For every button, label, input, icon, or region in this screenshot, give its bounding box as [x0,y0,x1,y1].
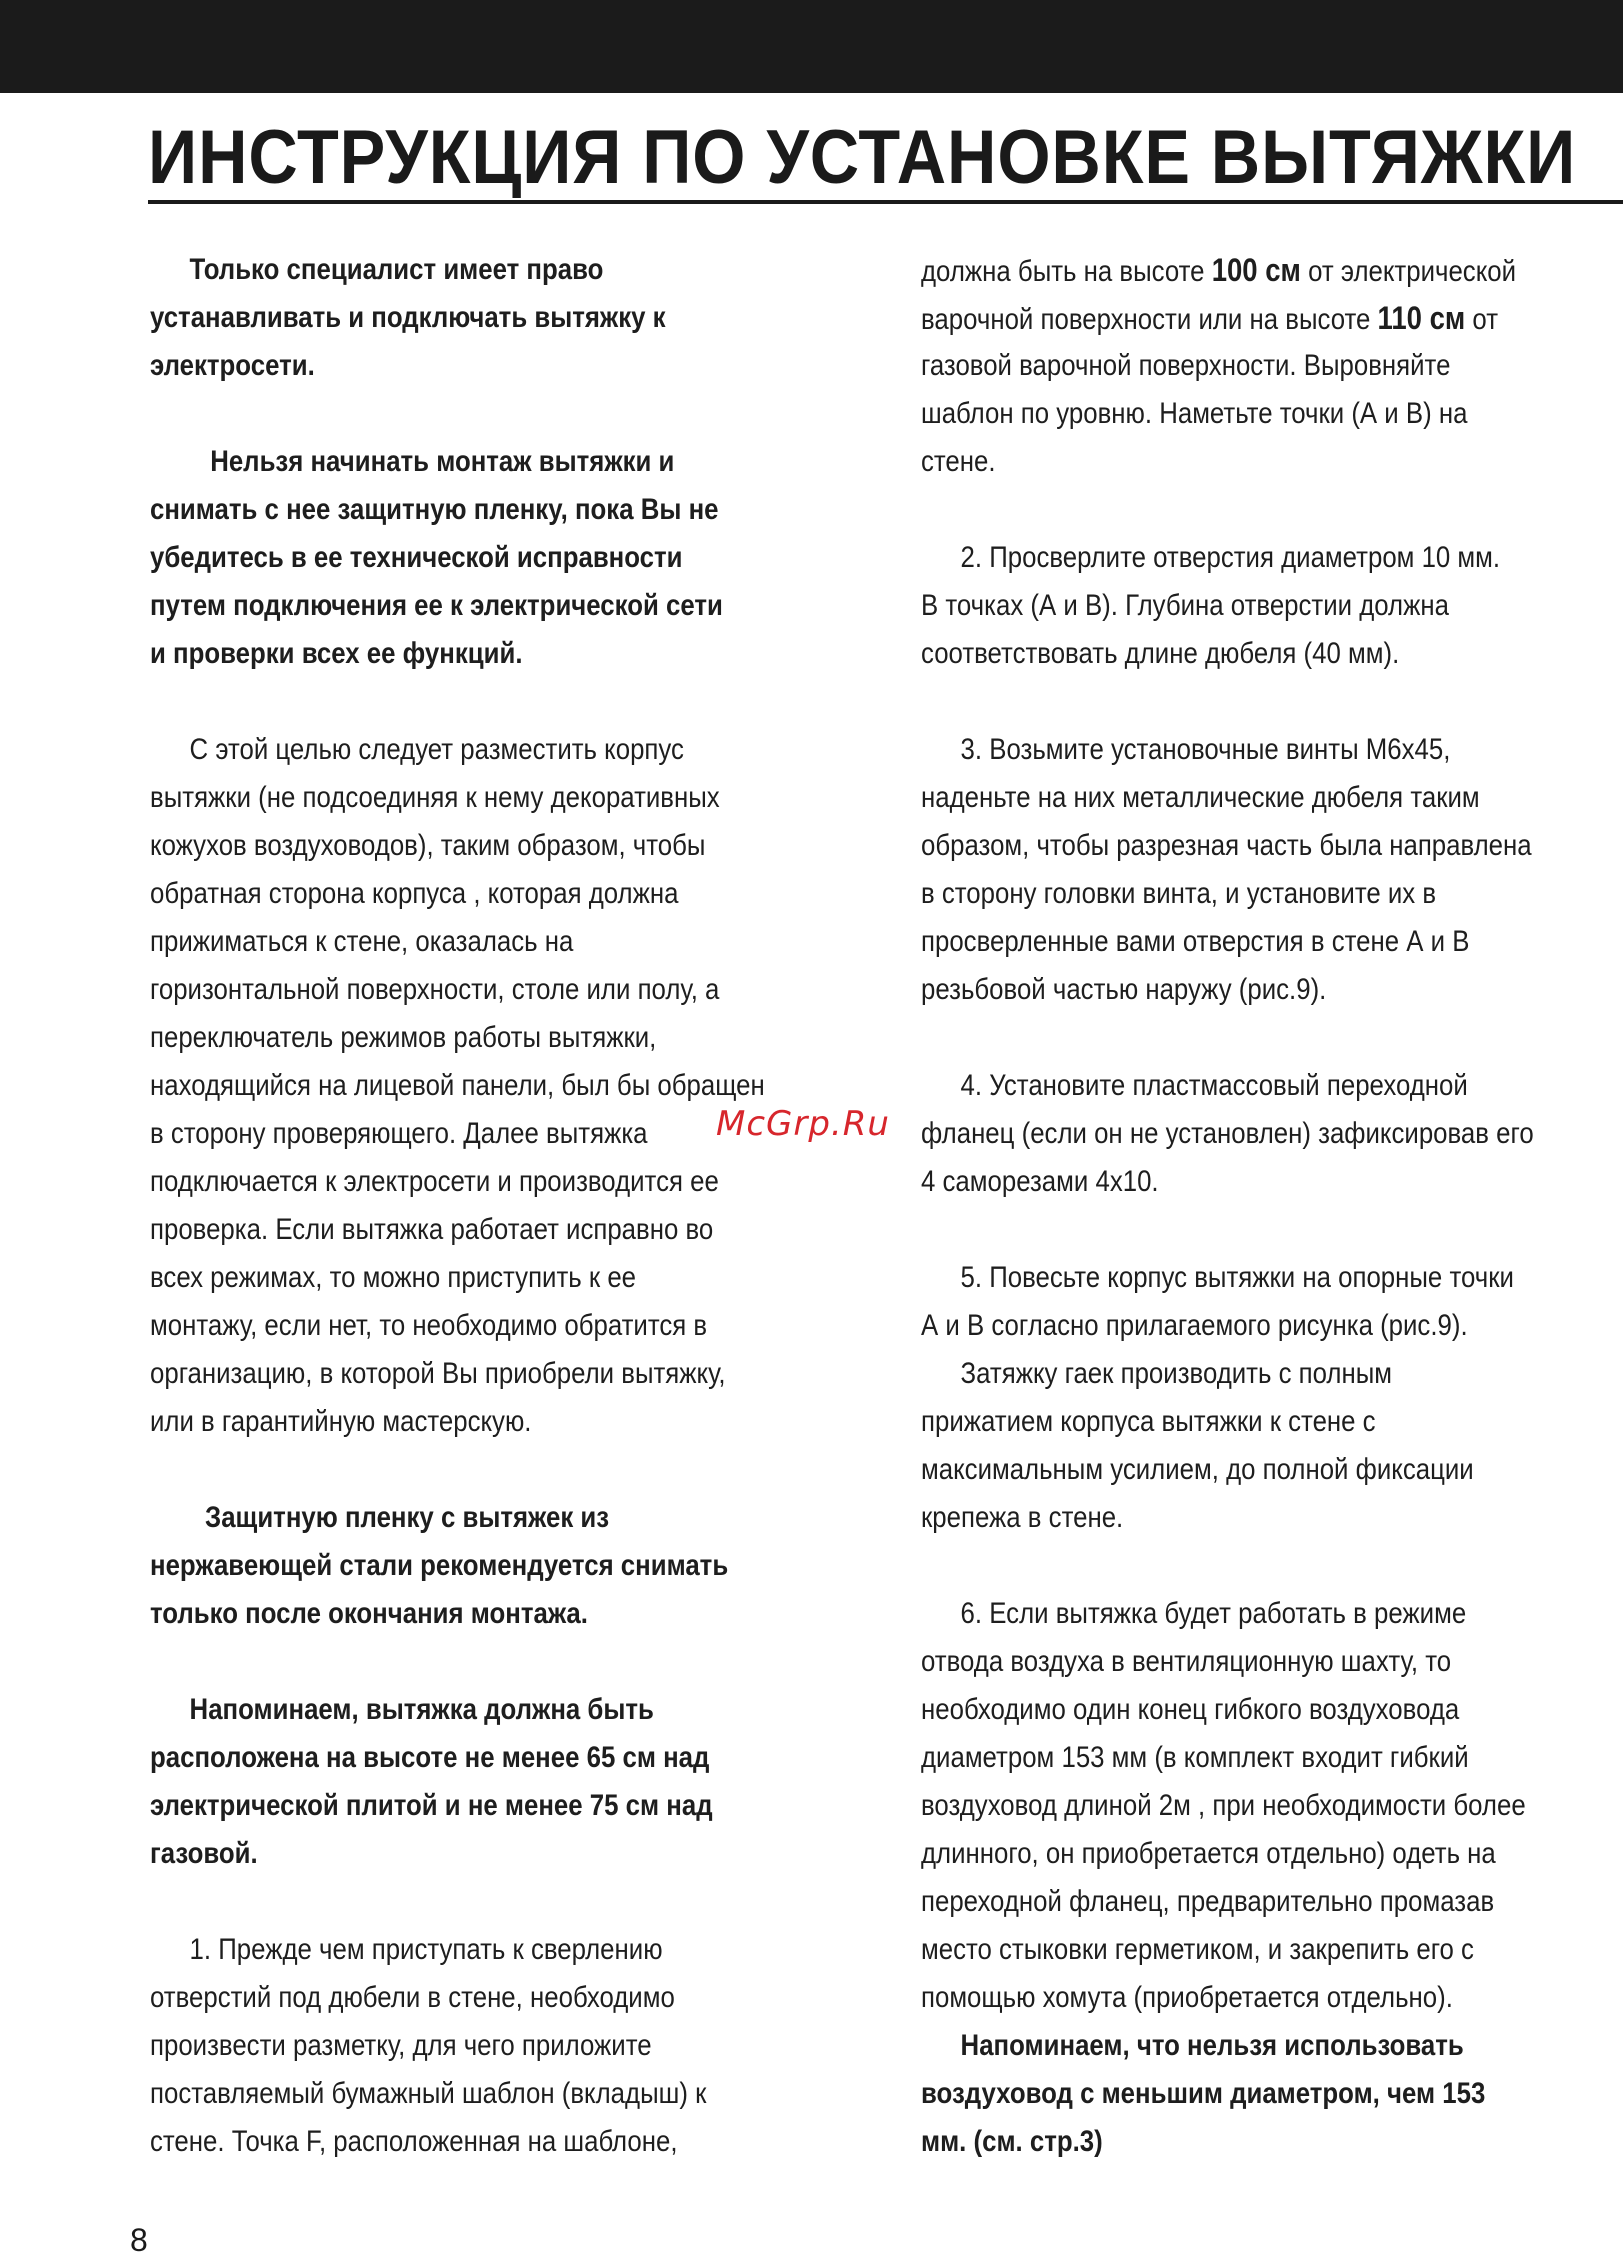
height-electric-value: 100 см [1211,252,1301,288]
paragraph-step-1-continued [921,246,1621,486]
text-line: шаблон по уровню. Наметьте точки (А и В) на [921,397,1468,430]
text-line: электросети. [150,349,315,382]
text-line: отвода воздуха в вентиляционную шахту, то [921,1645,1452,1678]
text-line: С этой целью следует разместить корпус [189,733,684,766]
text-line: диаметром 153 мм (в комплект входит гибкий [921,1741,1469,1774]
text-line: максимальным усилием, до полной фиксации [921,1453,1474,1486]
text-line: подключается к электросети и производится ее [150,1165,719,1198]
paragraph-check-before-install [150,438,860,678]
text-line: Нельзя начинать монтаж вытяжки и [210,445,675,478]
text-line: А и В согласно прилагаемого рисунка (рис.9). [921,1309,1468,1342]
text-line: Только специалист имеет право [189,253,604,286]
text-line: прижатием корпуса вытяжки к стене с [921,1405,1376,1438]
text-line: убедитесь в ее технической исправности [150,541,683,574]
paragraph-specialist-only [150,246,860,390]
text-line: стене. Точка F, расположенная на шаблоне, [150,2125,678,2158]
right-column [921,246,1621,2166]
page-title: ИНСТРУКЦИЯ ПО УСТАНОВКЕ ВЫТЯЖКИ [148,115,1577,200]
paragraph-test-procedure [150,726,860,1446]
text-line: проверка. Если вытяжка работает исправно во [150,1213,714,1246]
text-line: только после окончания монтажа. [150,1597,588,1630]
text-line: горизонтальной поверхности, столе или полу, а [150,973,720,1006]
text-line: 1. Прежде чем приступать к сверлению [189,1933,663,1966]
paragraph-step-1 [150,1926,860,2166]
text-line: Затяжку гаек производить с полным [960,1357,1393,1390]
text-line: монтажу, если нет, то необходимо обратится в [150,1309,708,1342]
text-line: снимать с нее защитную пленку, пока Вы не [150,493,719,526]
text-line: варочной поверхности или на высоте 110 см от [921,300,1499,336]
text-line: длинного, он приобретается отдельно) одеть на [921,1837,1496,1870]
text-line: В точках (А и В). Глубина отверстии должна [921,589,1449,622]
text-line: воздуховод с меньшим диаметром, чем 153 [921,2077,1486,2110]
text-line: мм. (см. стр.3) [921,2125,1103,2158]
text-line: 2. Просверлите отверстия диаметром 10 мм. [960,541,1501,574]
text-line: 5. Повесьте корпус вытяжки на опорные точки [960,1261,1514,1294]
text-line: устанавливать и подключать вытяжку к [150,301,666,334]
text-line: помощью хомута (приобретается отдельно). [921,1981,1453,2014]
text-line: соответствовать длине дюбеля (40 мм). [921,637,1400,670]
text-line: и проверки всех ее функций. [150,637,523,670]
text-line: организацию, в которой Вы приобрели вытяжку, [150,1357,726,1390]
text-line: газовой. [150,1837,258,1870]
text-line: 4. Установите пластмассовый переходной [960,1069,1468,1102]
paragraph-step-6 [921,1590,1621,2022]
text-line: фланец (если он не установлен) зафиксировав его [921,1117,1534,1150]
text-line: место стыковки герметиком, и закрепить его с [921,1933,1474,1966]
title-underline [148,200,1623,204]
paragraph-step-2 [921,534,1621,678]
height-gas-value: 110 см [1377,300,1466,336]
text-line: прижиматься к стене, оказалась на [150,925,574,958]
left-column [150,246,860,2166]
text-line: должна быть на высоте 100 см от электрической [921,252,1517,288]
text-line: газовой варочной поверхности. Выровняйте [921,349,1451,382]
text-line: крепежа в стене. [921,1501,1124,1534]
text-line: стене. [921,445,996,478]
text-line: отверстий под дюбели в стене, необходимо [150,1981,675,2014]
text-line: произвести разметку, для чего приложите [150,2029,652,2062]
paragraph-mounting-height [150,1686,860,1878]
paragraph-protective-film [150,1494,860,1638]
page-number: 8 [130,2222,148,2258]
text-line: воздуховод длиной 2м , при необходимости более [921,1789,1526,1822]
text-line: 6. Если вытяжка будет работать в режиме [960,1597,1467,1630]
top-black-bar [0,0,1623,93]
text-line: в сторону головки винта, и установите их в [921,877,1437,910]
text-line: электрической плитой и не менее 75 см над [150,1789,713,1822]
text-line: Напоминаем, вытяжка должна быть [189,1693,654,1726]
text-line: всех режимах, то можно приступить к ее [150,1261,637,1294]
text-line: расположена на высоте не менее 65 см над [150,1741,710,1774]
text-line: 3. Возьмите установочные винты М6х45, [960,733,1451,766]
text-line: или в гарантийную мастерскую. [150,1405,532,1438]
text-line: просверленные вами отверстия в стене А и В [921,925,1470,958]
paragraph-step-4 [921,1062,1621,1206]
paragraph-step-3 [921,726,1621,1014]
text-line: 4 саморезами 4х10. [921,1165,1159,1198]
text-line: образом, чтобы разрезная часть была направлена [921,829,1532,862]
text-line: нержавеющей стали рекомендуется снимать [150,1549,729,1582]
text-line: наденьте на них металлические дюбеля таким [921,781,1480,814]
text-line: Защитную пленку с вытяжек из [205,1501,610,1534]
text-line: кожухов воздуховодов), таким образом, чтобы [150,829,706,862]
text-line: резьбовой частью наружу (рис.9). [921,973,1327,1006]
text-line: необходимо один конец гибкого воздуховода [921,1693,1460,1726]
text-line: в сторону проверяющего. Далее вытяжка [150,1117,648,1150]
text-line: поставляемый бумажный шаблон (вкладыш) к [150,2077,707,2110]
paragraph-step-5 [921,1254,1621,1542]
text-line: переходной фланец, предварительно промазав [921,1885,1495,1918]
text-line: вытяжки (не подсоединяя к нему декоративных [150,781,720,814]
text-line: находящийся на лицевой панели, был бы обращен [150,1069,765,1102]
watermark: McGrp.Ru [716,1104,890,1144]
text-line: обратная сторона корпуса , которая должна [150,877,679,910]
text-line: переключатель режимов работы вытяжки, [150,1021,657,1054]
text-line: путем подключения ее к электрической сети [150,589,723,622]
text-line: Напоминаем, что нельзя использовать [960,2029,1464,2062]
paragraph-duct-diameter-warning [921,2022,1621,2166]
